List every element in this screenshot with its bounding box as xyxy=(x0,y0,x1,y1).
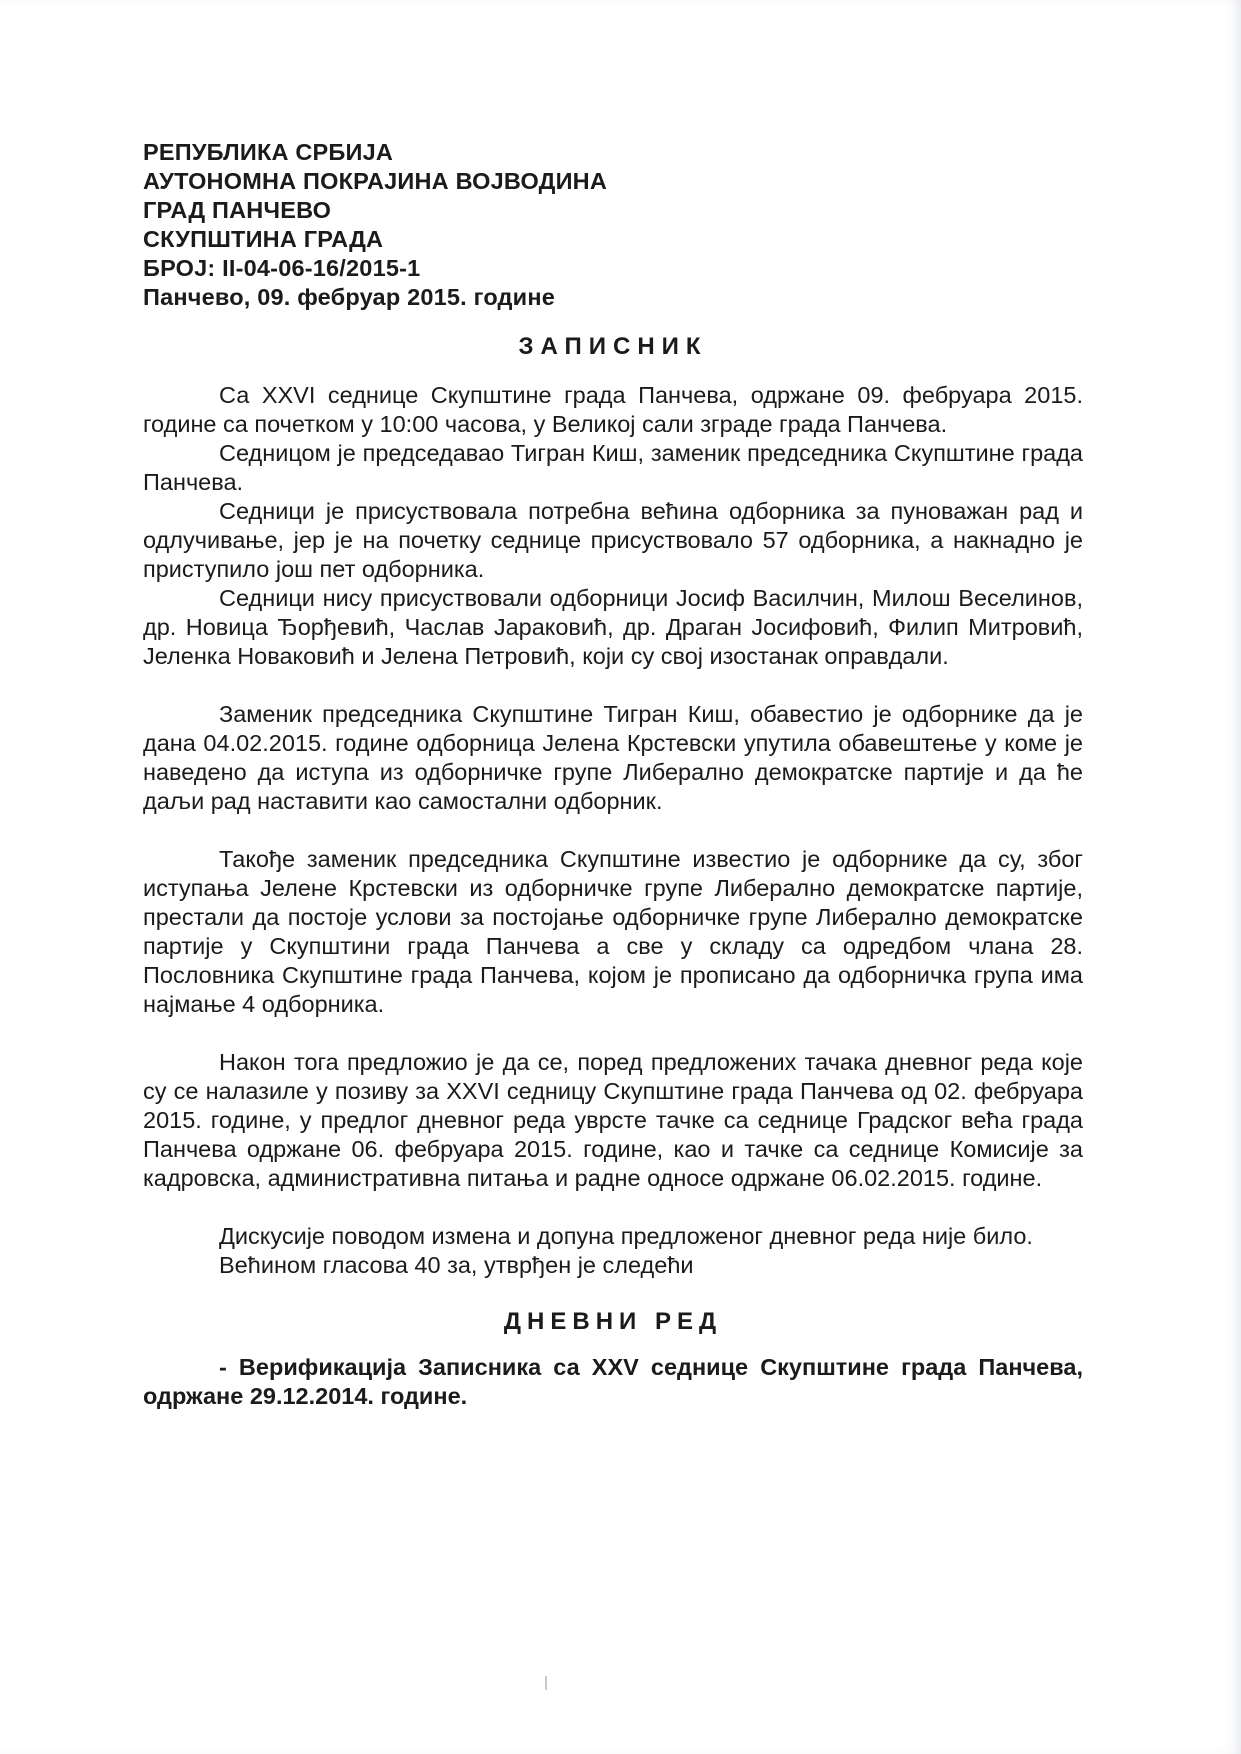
header-province: АУТОНОМНА ПОКРАЈИНА ВОЈВОДИНА xyxy=(143,168,608,194)
header-date: Панчево, 09. фебруар 2015. године xyxy=(143,284,555,310)
paragraph-session-info: Са XXVI седнице Скупштине града Панчева, одржане 09. фебруара 2015. године са почетком у 10:00 часова, у Великој сали зграде града Панчева. xyxy=(143,382,1083,437)
paragraph-group-dissolved: Такође заменик председника Скупштине известио је одборнике да су, због иступања Јелене Крстевски из одборничке групе Либерално демократске партије, престали да постоје услови за постојање одборничке групе Либерално демократске партије у Скупштини града Панчева а све у складу са одредбом члана 28. Пословника Скупштине града Панчева, којом је прописано да одборничка група има најмање 4 одборника. xyxy=(143,846,1083,1017)
document-title: ЗАПИСНИК xyxy=(518,333,708,360)
header-number: БРОЈ: II-04-06-16/2015-1 xyxy=(143,255,421,281)
paragraph-agenda-proposal: Након тога предложио је да се, поред предложених тачака дневног реда које су се налазиле у позиву за XXVI седницу Скупштине града Панчева од 02. фебруара 2015. године, у предлог дневног реда уврсте тачке са седнице Градског већа града Панчева одржане 06. фебруара 2015. године, као и тачке са седнице Комисије за кадровска, административна питања и радне односе одржане 06.02.2015. године. xyxy=(143,1049,1083,1191)
header-republic: РЕПУБЛИКА СРБИЈА xyxy=(143,139,394,165)
header-assembly: СКУПШТИНА ГРАДА xyxy=(143,226,384,252)
paragraph-chair: Седницом је председавао Тигран Киш, заменик председника Скупштине града Панчева. xyxy=(143,440,1083,495)
letterhead xyxy=(143,138,1083,312)
document-body xyxy=(143,138,1083,1411)
header-city: ГРАД ПАНЧЕВО xyxy=(143,197,332,223)
paragraph-absent: Седници нису присуствовали одборници Јосиф Василчин, Милош Веселинов, др. Новица Ђорђевић, Часлав Јараковић, др. Драган Јосифовић, Филип Митровић, Јеленка Новаковић и Јелена Петровић, који су свој изостанак оправдали. xyxy=(143,585,1083,669)
paragraph-discussion: Дискусије поводом измена и допуна предложеног дневног реда није било. xyxy=(219,1223,1033,1249)
agenda-item: - Верификација Записника са XXV седнице Скупштине града Панчева, одржане 29.12.2014. године. xyxy=(143,1354,1083,1409)
paragraph-vote: Већином гласова 40 за, утврђен је следећи xyxy=(219,1252,694,1278)
agenda-title: ДНЕВНИ РЕД xyxy=(503,1308,723,1335)
paragraph-quorum: Седници је присуствовала потребна већина одборника за пуноважан рад и одлучивање, јер је на почетку седнице присуствовало 57 одборника, а накнадно је приступило још пет одборника. xyxy=(143,498,1083,582)
paragraph-notice: Заменик председника Скупштине Тигран Киш, обавестио је одборнике да је дана 04.02.2015. године одборница Јелена Крстевски упутила обавештење у коме је наведено да иступа из одборничке групе Либерално демократске партије и да ће даљи рад наставити као самостални одборник. xyxy=(143,701,1083,814)
scan-mark xyxy=(545,1676,547,1690)
